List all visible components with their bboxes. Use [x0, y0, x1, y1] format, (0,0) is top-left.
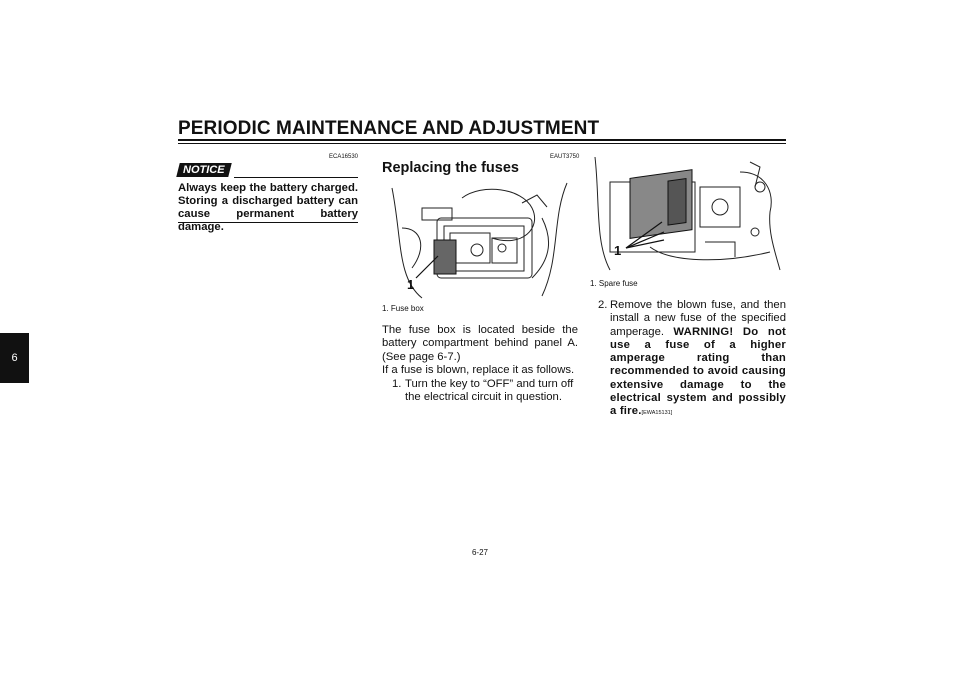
step-2-text: Remove the blown fuse, and then install a new fuse of the specified amperage. [610, 299, 786, 338]
figure1-callout: 1 [407, 277, 415, 292]
step-2-number: 2. [598, 299, 608, 311]
page-title: PERIODIC MAINTENANCE AND ADJUSTMENT [178, 118, 600, 139]
notice-rule-bottom [178, 222, 358, 223]
intro-paragraph: The fuse box is located beside the battery compartment behind panel A. (See page 6-7.) [382, 324, 578, 363]
figure1-caption: 1. Fuse box [382, 304, 424, 313]
title-rule [178, 139, 786, 141]
page-number: 6-27 [471, 548, 488, 557]
step-2-warning: WARNING! Do not use a fuse of a higher amperage rating than recommended to avoid causing extensive damage to the electrical system and possibly a fire. [610, 325, 787, 418]
step-2-code: [EWA15131] [641, 410, 673, 417]
section-code: EAUT3750 [550, 154, 580, 160]
figure2-callout: 1 [614, 243, 622, 258]
step-1 [392, 378, 588, 405]
notice-text: Always keep the battery charged. Storing a discharged battery can cause permanent battery damage. [178, 182, 358, 233]
notice-code: ECA16530 [329, 154, 359, 160]
chapter-tab: 6 [0, 333, 29, 383]
step-2 [598, 299, 786, 421]
step-1-number: 1. [392, 378, 402, 390]
step-2-body [610, 299, 786, 421]
step-1-text: Turn the key to “OFF” and turn off the electrical circuit in question. [405, 378, 574, 404]
title-rule-thin [178, 143, 786, 144]
notice-rule [234, 177, 358, 178]
notice-badge: NOTICE [176, 163, 231, 177]
section-title: Replacing the fuses [382, 160, 519, 176]
intro-paragraph-2: If a fuse is blown, replace it as follows. [382, 364, 575, 376]
figure2-caption: 1. Spare fuse [590, 279, 638, 288]
